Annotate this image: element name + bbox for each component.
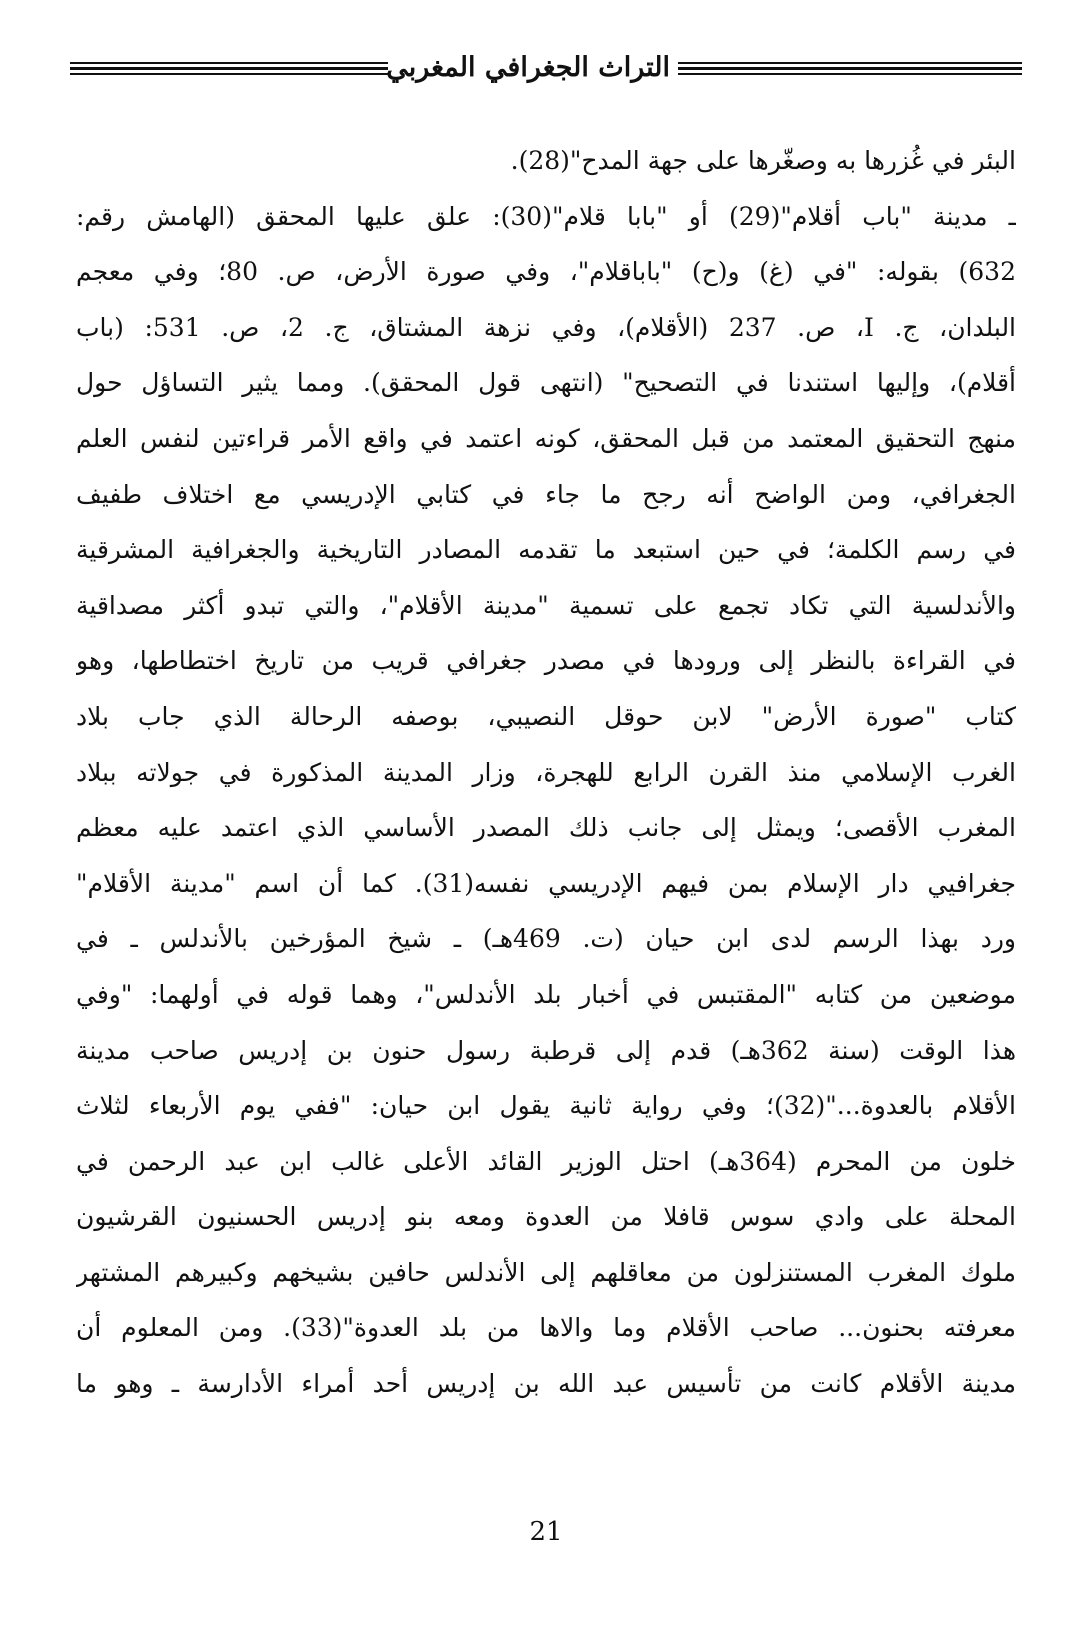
text-line: ـ مدينة "باب أقلام"(29) أو "بابا قلام"(30): علق عليها المحقق (الهامش رقم: [76, 201, 1016, 231]
text-line: البلدان، ج. I، ص. 237 (الأقلام)، وفي نزهة المشتاق، ج. 2، ص. 531: (باب [76, 312, 1016, 342]
text-line: مدينة الأقلام كانت من تأسيس عبد الله بن إدريس أحد أمراء الأدارسة ـ وهو ما [76, 1369, 1016, 1399]
text-line: ملوك المغرب المستنزلون من معاقلهم إلى الأندلس حافين بشيخهم وكبيرهم المشتهر [76, 1257, 1016, 1287]
text-line: أقلام)، وإليها استندنا في التصحيح" (انتهى قول المحقق). ومما يثير التساؤل حول [76, 368, 1016, 398]
header-title: التراث الجغرافي المغربي [386, 52, 670, 83]
text-line: في القراءة بالنظر إلى ورودها في مصدر جغرافي قريب من تاريخ اختطاطها، وهو [76, 646, 1016, 676]
text-line: ورد بهذا الرسم لدى ابن حيان (ت. 469هـ) ـ شيخ المؤرخين بالأندلس ـ في [76, 924, 1016, 954]
text-line: البئر في غُزرها به وصغّرها على جهة المدح"(28). [510, 146, 1016, 175]
text-line: المحلة على وادي سوس قافلا من العدوة ومعه بنو إدريس الحسنيون القرشيون [76, 1202, 1016, 1232]
text-line: الأقلام بالعدوة..."(32)؛ وفي رواية ثانية يقول ابن حيان: "ففي يوم الأربعاء لثلاث [76, 1091, 1016, 1121]
text-line: منهج التحقيق المعتمد من قبل المحقق، كونه اعتمد في واقع الأمر قراءتين لنفس العلم [76, 423, 1016, 453]
text-line: والأندلسية التي تكاد تجمع على تسمية "مدينة الأقلام"، والتي تبدو أكثر مصداقية [76, 590, 1016, 620]
text-line: الجغرافي، ومن الواضح أنه رجح ما جاء في كتابي الإدريسي مع اختلاف طفيف [76, 479, 1016, 509]
text-line: 632) بقوله: "في (غ) و(ح) "باباقلام"، وفي صورة الأرض، ص. 80؛ وفي معجم [76, 257, 1016, 287]
text-line: جغرافيي دار الإسلام بمن فيهم الإدريسي نفسه(31). كما أن اسم "مدينة الأقلام" [76, 868, 1016, 898]
text-line: معرفته بحنون... صاحب الأقلام وما والاها من بلد العدوة"(33). ومن المعلوم أن [76, 1313, 1016, 1343]
text-line: كتاب "صورة الأرض" لابن حوقل النصيبي، بوصفه الرحالة الذي جاب بلاد [76, 701, 1016, 731]
running-header [70, 40, 1022, 100]
text-line: المغرب الأقصى؛ ويمثل إلى جانب ذلك المصدر الأساسي الذي اعتمد عليه معظم [76, 813, 1016, 843]
text-line: خلون من المحرم (364هـ) احتل الوزير القائد الأعلى غالب ابن عبد الرحمن في [76, 1146, 1016, 1176]
body-text [76, 133, 1016, 1412]
header-rule-right [678, 62, 1022, 76]
page-number: 21 [529, 1517, 563, 1547]
text-line: الغرب الإسلامي منذ القرن الرابع للهجرة، وزار المدينة المذكورة في جولاته ببلاد [76, 757, 1016, 787]
text-line: في رسم الكلمة؛ في حين استبعد ما تقدمه المصادر التاريخية والجغرافية المشرقية [76, 535, 1016, 565]
header-rule-left [70, 62, 388, 76]
text-line: هذا الوقت (سنة 362هـ) قدم إلى قرطبة رسول حنون بن إدريس صاحب مدينة [76, 1035, 1016, 1065]
text-line: موضعين من كتابه "المقتبس في أخبار بلد الأندلس"، وهما قوله في أولهما: "وفي [76, 979, 1016, 1009]
